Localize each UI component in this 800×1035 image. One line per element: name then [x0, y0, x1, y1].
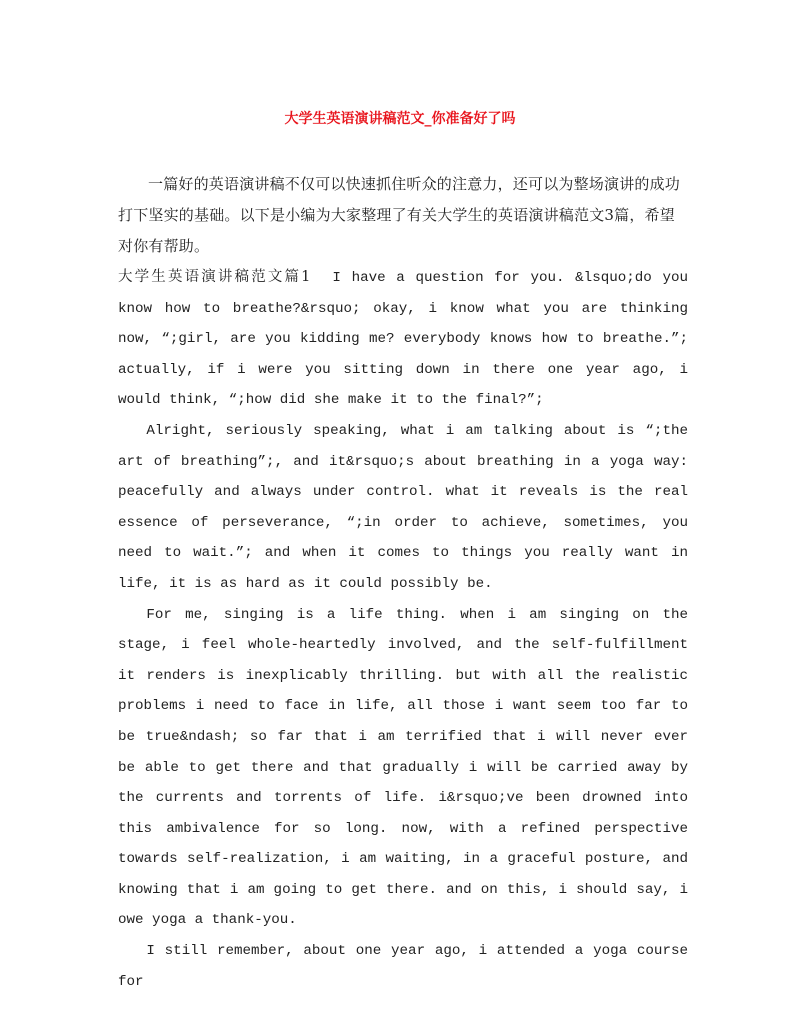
speech-paragraph-2: Alright, seriously speaking, what i am talking about is “;the art of breathing”;, and it&rsquo;s about breathing in a yoga way: peacefully and always under control. what it reveals is the real essence of perseverance, “;in order to achieve, sometimes, you need to wait.”; and when it comes to things you really want in life, it is as hard as it could possibly be. [118, 422, 688, 592]
document-title: 大学生英语演讲稿范文_你准备好了吗 [284, 111, 516, 127]
intro-paragraph: 一篇好的英语演讲稿不仅可以快速抓住听众的注意力，还可以为整场演讲的成功打下坚实的基础。以下是小编为大家整理了有关大学生的英语演讲稿范文3篇，希望对你有帮助。 [118, 175, 681, 255]
speech-paragraph-3: For me, singing is a life thing. when i am singing on the stage, i feel whole-heartedly involved, and the self-fulfillment it renders is inexplicably thrilling. but with all the realistic problems i need to face in life, all those i want seem too far to be true&ndash; so far that i am terrified that i will never ever be able to get there and that gradually i will be carried away by the currents and torrents of life. i&rsquo;ve been drowned into this ambivalence for so long. now, with a refined perspective towards self-realization, i am waiting, in a graceful posture, and knowing that i am going to get there. and on this, i should say, i owe yoga a thank-you. [118, 606, 688, 929]
document-body [118, 169, 688, 997]
speech-paragraph-4: I still remember, about one year ago, i attended a yoga course for [118, 943, 688, 990]
speech-paragraph-1 [118, 262, 688, 416]
paragraph-1-text: I have a question for you. &lsquo;do you know how to breathe?&rsquo; okay, i know what you are thinking now, “;girl, are you kidding me? everybody knows how to breathe.”; actually, if i were you sitting down in there one year ago, i would think, “;how did she make it to the final?”; [118, 270, 688, 409]
section-heading: 大学生英语演讲稿范文篇1 [118, 269, 311, 285]
